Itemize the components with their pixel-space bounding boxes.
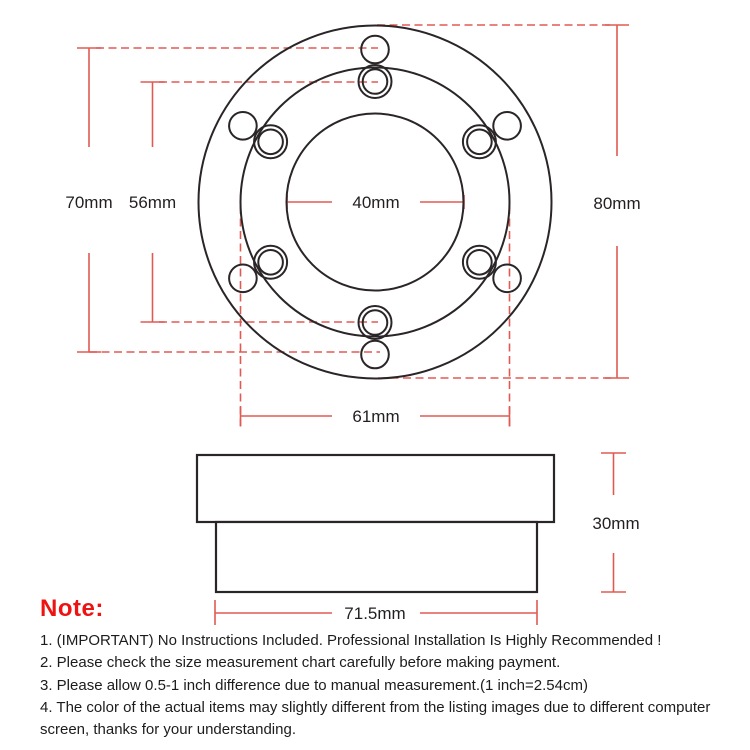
note-item: 3. Please allow 0.5-1 inch difference due to manual measurement.(1 inch=2.54cm) (40, 676, 588, 694)
dim-label-70mm: 70mm (65, 193, 113, 212)
screw-hole (463, 125, 496, 158)
bolt-hole (229, 112, 257, 140)
screw-hole (463, 246, 496, 279)
notes-list (40, 630, 730, 741)
dim-70mm-lines (77, 48, 380, 352)
dim-label-30mm: 30mm (592, 514, 640, 533)
dim-label-61mm: 61mm (352, 407, 400, 426)
dim-label-56mm: 56mm (128, 193, 177, 212)
bolt-hole (493, 112, 521, 140)
flange-side-view (197, 455, 554, 592)
dim-80mm-lines (377, 25, 629, 378)
bolt-hole (361, 341, 389, 369)
bolt-hole (361, 36, 389, 64)
dim-56mm-lines (141, 82, 379, 322)
notes-heading: Note: (40, 595, 104, 622)
side-view-flange-plate (197, 455, 554, 522)
note-item: 2. Please check the size measurement chart carefully before making payment. (40, 654, 561, 672)
screw-hole (254, 125, 287, 158)
bolt-hole (493, 265, 521, 293)
dim-61mm-lines (241, 206, 510, 428)
bolt-hole (229, 265, 257, 293)
side-view-hub-body (216, 522, 537, 592)
dim-label-40mm: 40mm (352, 193, 400, 212)
dim-label-71p5mm: 71.5mm (344, 604, 406, 623)
note-item: 1. (IMPORTANT) No Instructions Included. Professional Installation Is Highly Recommended ! (40, 632, 662, 649)
dim-label-80mm: 80mm (593, 194, 641, 213)
note-item: 4. The color of the actual items may slightly different from the listing images due to different computer screen, thanks for your understanding. (40, 698, 711, 739)
notes-section (40, 595, 740, 741)
screw-hole (254, 246, 287, 279)
